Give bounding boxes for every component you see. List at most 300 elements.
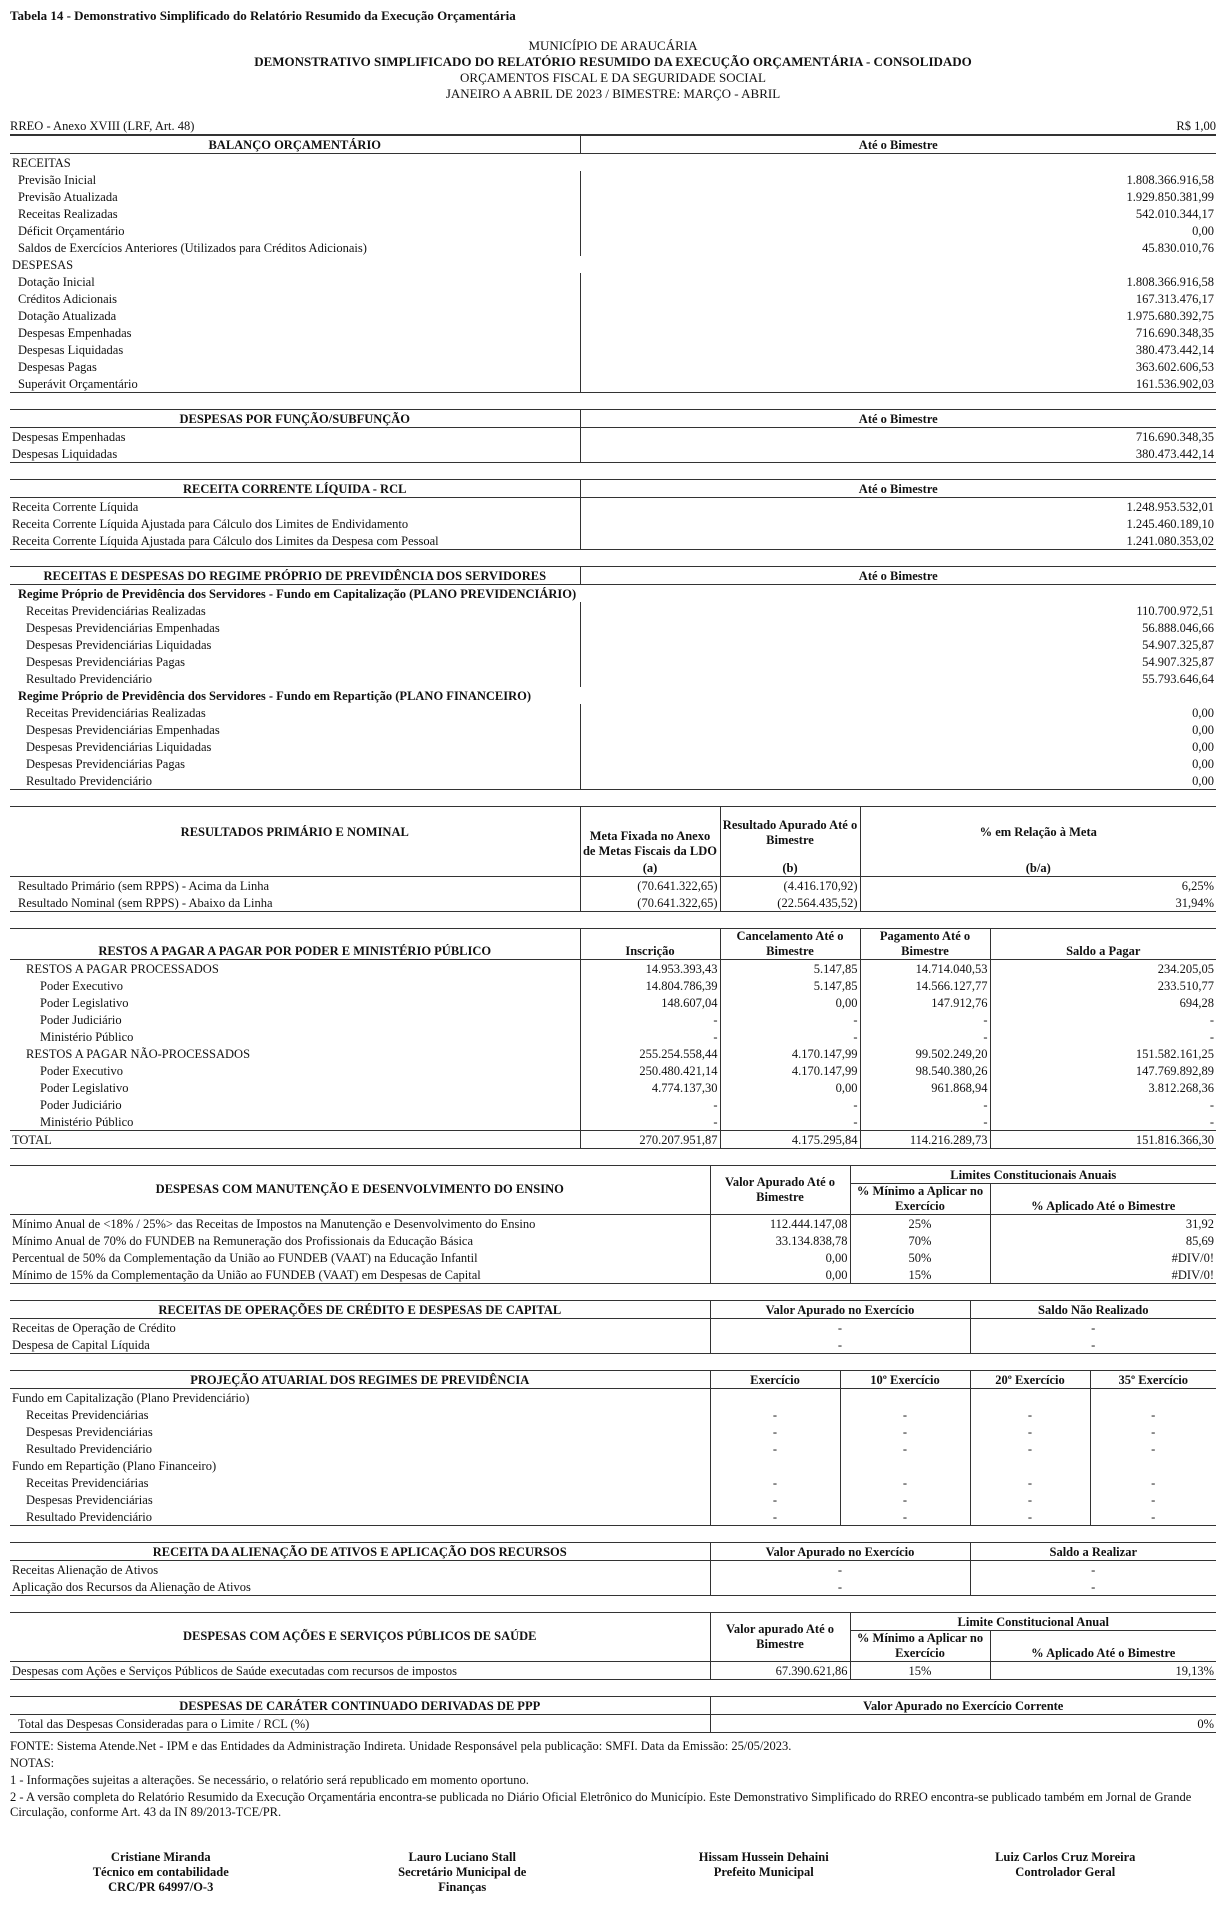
signature-extra: CRC/PR 64997/O-3	[108, 1879, 214, 1894]
report-header	[10, 38, 1216, 103]
despesa-row-value: 1.975.680.392,75	[580, 307, 1216, 324]
resultados-row-c: 6,25%	[860, 876, 1216, 894]
restos-row-value-2: -	[860, 1011, 990, 1028]
despesa-row-value: 380.473.442,14	[580, 341, 1216, 358]
restos-row-label: Poder Judiciário	[40, 1097, 122, 1112]
signature-name: Lauro Luciano Stall	[408, 1849, 516, 1864]
restos-row-label: Poder Executivo	[40, 978, 123, 993]
restos-row-label: Poder Legislativo	[40, 1080, 129, 1095]
projecao-row-value-3: -	[1090, 1474, 1216, 1491]
restos-row-value-2: -	[860, 1096, 990, 1113]
rcl-row-label: Receita Corrente Líquida Ajustada para Cálculo dos Limites de Endividamento	[12, 516, 409, 531]
credito-row	[10, 1336, 1216, 1354]
receita-row	[10, 222, 1216, 239]
restos-row-value-0: 148.607,04	[580, 994, 720, 1011]
currency-unit: R$ 1,00	[1176, 118, 1216, 133]
mde-row-label: Mínimo de 15% da Complementação da União ao FUNDEB (VAAT) em Despesas de Capital	[12, 1267, 481, 1282]
projecao-row-value-2: -	[970, 1474, 1090, 1491]
mde-col-c: % Aplicado Até o Bimestre	[990, 1183, 1216, 1214]
restos-row-value-3: -	[990, 1113, 1216, 1131]
mde-row-label: Mínimo Anual de 70% do FUNDEB na Remuneração dos Profissionais da Educação Básica	[12, 1233, 474, 1248]
signature-role: Secretário Municipal de	[398, 1864, 527, 1879]
despesa-row-label: Superávit Orçamentário	[18, 376, 138, 391]
rcl-row-label: Receita Corrente Líquida Ajustada para Cálculo dos Limites da Despesa com Pessoal	[12, 533, 439, 548]
rcl-row	[10, 497, 1216, 515]
projecao-row-value-3: -	[1090, 1508, 1216, 1526]
projecao-row-value-2: -	[970, 1440, 1090, 1457]
resultados-row-b: (4.416.170,92)	[720, 876, 860, 894]
restos-row-label: RESTOS A PAGAR NÃO-PROCESSADOS	[26, 1046, 251, 1061]
funcao-title: DESPESAS POR FUNÇÃO/SUBFUNÇÃO	[10, 409, 580, 427]
receita-row-value: 542.010.344,17	[580, 205, 1216, 222]
restos-row	[10, 1096, 1216, 1113]
despesa-row-value: 167.313.476,17	[580, 290, 1216, 307]
restos-row-value-2: 14.714.040,53	[860, 959, 990, 977]
restos-row-value-1: -	[720, 1028, 860, 1045]
credito-col-a: Valor Apurado no Exercício	[710, 1300, 970, 1318]
credito-row	[10, 1318, 1216, 1336]
rpps-row-value: 0,00	[580, 772, 1216, 790]
restos-row	[10, 1079, 1216, 1096]
receita-row-label: Previsão Inicial	[18, 172, 97, 187]
projecao-row-label: Despesas Previdenciárias	[26, 1424, 153, 1439]
funcao-col: Até o Bimestre	[580, 409, 1216, 427]
restos-row-value-2: -	[860, 1113, 990, 1131]
restos-row-value-3: 233.510,77	[990, 977, 1216, 994]
ppp-title: DESPESAS DE CARÁTER CONTINUADO DERIVADAS DE PPP	[10, 1696, 710, 1714]
credito-row-a: -	[710, 1336, 970, 1354]
restos-row-value-1: -	[720, 1011, 860, 1028]
restos-row-value-2: 99.502.249,20	[860, 1045, 990, 1062]
mde-row-label: Percentual de 50% da Complementação da União ao FUNDEB (VAAT) na Educação Infantil	[12, 1250, 478, 1265]
restos-row-value-1: 4.170.147,99	[720, 1045, 860, 1062]
restos-row-value-0: -	[580, 1028, 720, 1045]
restos-row-value-0: -	[580, 1113, 720, 1131]
projecao-group-empty	[1090, 1388, 1216, 1406]
receita-row-label: Previsão Atualizada	[18, 189, 118, 204]
projecao-row	[10, 1508, 1216, 1526]
projecao-col-1: 10º Exercício	[840, 1370, 970, 1388]
receita-row	[10, 171, 1216, 188]
mde-row-b: 70%	[850, 1232, 990, 1249]
signature-3	[619, 1850, 908, 1895]
restos-row-value-0: 255.254.558,44	[580, 1045, 720, 1062]
municipality: MUNICÍPIO DE ARAUCÁRIA	[528, 37, 698, 53]
projecao-title: PROJEÇÃO ATUARIAL DOS REGIMES DE PREVIDÊNCIA	[10, 1370, 710, 1388]
saude-row-c: 19,13%	[990, 1661, 1216, 1679]
restos-row-value-2: 961.868,94	[860, 1079, 990, 1096]
reference-line	[10, 119, 1216, 135]
rpps-row-label: Despesas Previdenciárias Liquidadas	[26, 637, 212, 652]
ppp-col: Valor Apurado no Exercício Corrente	[710, 1696, 1216, 1714]
mde-row	[10, 1266, 1216, 1284]
restos-row-value-0: -	[580, 1096, 720, 1113]
credito-table	[10, 1300, 1216, 1354]
rpps-row-label: Despesas Previdenciárias Empenhadas	[26, 620, 220, 635]
credito-title: RECEITAS DE OPERAÇÕES DE CRÉDITO E DESPESAS DE CAPITAL	[10, 1300, 710, 1318]
signature-2	[318, 1850, 607, 1895]
rpps-row-value: 54.907.325,87	[580, 653, 1216, 670]
resultados-title: RESULTADOS PRIMÁRIO E NOMINAL	[180, 825, 409, 840]
despesa-row-label: Despesas Empenhadas	[18, 325, 132, 340]
projecao-row-value-1: -	[840, 1440, 970, 1457]
mde-col-b: % Mínimo a Aplicar no Exercício	[850, 1183, 990, 1214]
resultados-row-a: (70.641.322,65)	[580, 876, 720, 894]
rpps-title: RECEITAS E DESPESAS DO REGIME PRÓPRIO DE PREVIDÊNCIA DOS SERVIDORES	[10, 566, 580, 584]
alienacao-row-b: -	[970, 1578, 1216, 1596]
restos-table	[10, 928, 1216, 1149]
rpps-row	[10, 704, 1216, 721]
resultados-col-a: Meta Fixada no Anexo de Metas Fiscais da LDO	[580, 806, 720, 859]
rpps-row	[10, 619, 1216, 636]
rpps-row-label: Despesas Previdenciárias Liquidadas	[26, 739, 212, 754]
note-2: 2 - A versão completa do Relatório Resumido da Execução Orçamentária encontra-se publicada no Diário Oficial Eletrônico do Município. Este Demonstrativo Simplificado do RREO encontra-se publicado também em Jornal de Grande Circulação, conforme Art. 43 da IN 89/2013-TCE/PR.	[10, 1789, 1192, 1819]
restos-row-value-3: 3.812.268,36	[990, 1079, 1216, 1096]
restos-row-value-3: 694,28	[990, 994, 1216, 1011]
rpps-group-label: Regime Próprio de Previdência dos Servidores - Fundo em Capitalização (PLANO PREVIDENCIÁRIO)	[18, 586, 577, 601]
rpps-row	[10, 636, 1216, 653]
credito-row-b: -	[970, 1336, 1216, 1354]
funcao-row	[10, 427, 1216, 445]
projecao-row-label: Resultado Previdenciário	[26, 1509, 153, 1524]
restos-row	[10, 1045, 1216, 1062]
projecao-group-row	[10, 1388, 1216, 1406]
alienacao-row	[10, 1578, 1216, 1596]
restos-row-value-2: 114.216.289,73	[860, 1130, 990, 1148]
rpps-row-label: Receitas Previdenciárias Realizadas	[26, 705, 206, 720]
receita-row-label: Déficit Orçamentário	[18, 223, 125, 238]
rpps-row-value: 110.700.972,51	[580, 602, 1216, 619]
balanco-table	[10, 135, 1216, 393]
projecao-group-empty	[970, 1457, 1090, 1474]
restos-row	[10, 977, 1216, 994]
restos-row-value-0: 14.953.393,43	[580, 959, 720, 977]
despesa-row-value: 1.808.366.916,58	[580, 273, 1216, 290]
despesa-row	[10, 341, 1216, 358]
receita-row-label: Receitas Realizadas	[18, 206, 118, 221]
projecao-row-value-1: -	[840, 1406, 970, 1423]
rpps-row-label: Despesas Previdenciárias Pagas	[26, 756, 185, 771]
funcao-row-label: Despesas Liquidadas	[12, 446, 118, 461]
rcl-row	[10, 515, 1216, 532]
despesa-row-label: Despesas Pagas	[18, 359, 97, 374]
mde-row	[10, 1214, 1216, 1232]
projecao-row-value-2: -	[970, 1406, 1090, 1423]
restos-col-3: Saldo a Pagar	[990, 928, 1216, 959]
alienacao-table	[10, 1542, 1216, 1596]
rpps-row-value: 55.793.646,64	[580, 670, 1216, 687]
funcao-row	[10, 445, 1216, 463]
alienacao-title: RECEITA DA ALIENAÇÃO DE ATIVOS E APLICAÇÃO DOS RECURSOS	[10, 1542, 710, 1560]
rpps-group-label: Regime Próprio de Previdência dos Servidores - Fundo em Repartição (PLANO FINANCEIRO)	[18, 688, 532, 703]
ppp-table	[10, 1696, 1216, 1733]
projecao-row-value-0: -	[710, 1440, 840, 1457]
rpps-row	[10, 772, 1216, 790]
despesa-row	[10, 273, 1216, 290]
rcl-row-value: 1.241.080.353,02	[580, 532, 1216, 550]
resultados-col-c: % em Relação à Meta	[860, 806, 1216, 859]
signature-1	[16, 1850, 305, 1895]
rpps-row-value: 56.888.046,66	[580, 619, 1216, 636]
resultados-row	[10, 894, 1216, 912]
rcl-col: Até o Bimestre	[580, 479, 1216, 497]
restos-col-1: Cancelamento Até o Bimestre	[720, 928, 860, 959]
restos-col-2: Pagamento Até o Bimestre	[860, 928, 990, 959]
despesa-row-label: Dotação Atualizada	[18, 308, 117, 323]
signatures	[10, 1850, 1216, 1895]
source-note: FONTE: Sistema Atende.Net - IPM e das Entidades da Administração Indireta. Unidade Responsável pela publicação: SMFI. Data da Emissão: 25/05/2023.	[10, 1738, 792, 1753]
restos-row-value-1: 5.147,85	[720, 977, 860, 994]
balanco-col: Até o Bimestre	[580, 135, 1216, 153]
saude-title: DESPESAS COM AÇÕES E SERVIÇOS PÚBLICOS DE SAÚDE	[183, 1629, 537, 1644]
rpps-row-value: 54.907.325,87	[580, 636, 1216, 653]
projecao-col-2: 20º Exercício	[970, 1370, 1090, 1388]
saude-col-c: % Aplicado Até o Bimestre	[990, 1630, 1216, 1661]
despesa-row	[10, 324, 1216, 341]
restos-row-value-0: 250.480.421,14	[580, 1062, 720, 1079]
resultados-sub-c: (b/a)	[860, 859, 1216, 877]
saude-table	[10, 1612, 1216, 1680]
projecao-row-value-1: -	[840, 1423, 970, 1440]
signature-extra: Finanças	[438, 1879, 487, 1894]
restos-row-value-3: 151.816.366,30	[990, 1130, 1216, 1148]
projecao-row-value-1: -	[840, 1508, 970, 1526]
projecao-row-value-3: -	[1090, 1406, 1216, 1423]
ppp-row-value: 0%	[710, 1714, 1216, 1732]
receita-row	[10, 239, 1216, 256]
restos-row-value-3: -	[990, 1011, 1216, 1028]
restos-row	[10, 1130, 1216, 1148]
restos-row-value-0: 4.774.137,30	[580, 1079, 720, 1096]
credito-row-label: Receitas de Operação de Crédito	[12, 1320, 176, 1335]
projecao-row-label: Receitas Previdenciárias	[26, 1475, 149, 1490]
restos-row	[10, 994, 1216, 1011]
credito-row-b: -	[970, 1318, 1216, 1336]
receita-row-value: 1.929.850.381,99	[580, 188, 1216, 205]
saude-row	[10, 1661, 1216, 1679]
footer-notes	[10, 1739, 1216, 1820]
legal-reference: RREO - Anexo XVIII (LRF, Art. 48)	[10, 118, 195, 133]
receita-row-value: 1.808.366.916,58	[580, 171, 1216, 188]
restos-row-value-2: 147.912,76	[860, 994, 990, 1011]
projecao-group-empty	[1090, 1457, 1216, 1474]
rpps-row-value: 0,00	[580, 721, 1216, 738]
projecao-row	[10, 1491, 1216, 1508]
restos-row-value-1: 5.147,85	[720, 959, 860, 977]
mde-row-a: 0,00	[710, 1266, 850, 1284]
rpps-group-row	[10, 584, 1216, 602]
restos-row-label: Poder Executivo	[40, 1063, 123, 1078]
signature-role: Prefeito Municipal	[713, 1864, 814, 1879]
saude-group: Limite Constitucional Anual	[850, 1612, 1216, 1630]
projecao-row-value-0: -	[710, 1474, 840, 1491]
restos-row	[10, 1011, 1216, 1028]
mde-row-c: 85,69	[990, 1232, 1216, 1249]
projecao-row-value-3: -	[1090, 1491, 1216, 1508]
rpps-row-label: Resultado Previdenciário	[26, 671, 153, 686]
projecao-row-value-3: -	[1090, 1423, 1216, 1440]
projecao-row-value-2: -	[970, 1491, 1090, 1508]
projecao-row-value-0: -	[710, 1491, 840, 1508]
receita-row-value: 0,00	[580, 222, 1216, 239]
rpps-row-label: Receitas Previdenciárias Realizadas	[26, 603, 206, 618]
rpps-row	[10, 721, 1216, 738]
ppp-row	[10, 1714, 1216, 1732]
projecao-group-label: Fundo em Capitalização (Plano Previdenciário)	[12, 1390, 250, 1405]
restos-row	[10, 959, 1216, 977]
signature-role: Controlador Geral	[1015, 1864, 1116, 1879]
alienacao-row-a: -	[710, 1578, 970, 1596]
mde-title: DESPESAS COM MANUTENÇÃO E DESENVOLVIMENTO DO ENSINO	[155, 1182, 564, 1197]
mde-row-a: 33.134.838,78	[710, 1232, 850, 1249]
restos-col-0: Inscrição	[580, 928, 720, 959]
projecao-row-value-1: -	[840, 1491, 970, 1508]
despesa-row	[10, 307, 1216, 324]
restos-row-value-0: 14.804.786,39	[580, 977, 720, 994]
ppp-row-label: Total das Despesas Consideradas para o Limite / RCL (%)	[18, 1716, 310, 1731]
resultados-sub-b: (b)	[720, 859, 860, 877]
restos-row-value-2: 14.566.127,77	[860, 977, 990, 994]
credito-row-label: Despesa de Capital Líquida	[12, 1337, 150, 1352]
projecao-table	[10, 1370, 1216, 1526]
resultados-row-b: (22.564.435,52)	[720, 894, 860, 912]
funcao-row-value: 380.473.442,14	[580, 445, 1216, 463]
saude-row-b: 15%	[850, 1661, 990, 1679]
projecao-group-label: Fundo em Repartição (Plano Financeiro)	[12, 1458, 217, 1473]
credito-row-a: -	[710, 1318, 970, 1336]
projecao-group-empty	[970, 1388, 1090, 1406]
restos-row	[10, 1028, 1216, 1045]
restos-row-value-1: 4.175.295,84	[720, 1130, 860, 1148]
rpps-col: Até o Bimestre	[580, 566, 1216, 584]
restos-row-label: Poder Judiciário	[40, 1012, 122, 1027]
alienacao-row-label: Aplicação dos Recursos da Alienação de Ativos	[12, 1579, 251, 1594]
projecao-group-empty	[710, 1388, 840, 1406]
saude-row-label: Despesas com Ações e Serviços Públicos de Saúde executadas com recursos de impostos	[12, 1663, 458, 1678]
mde-row-label: Mínimo Anual de <18% / 25%> das Receitas de Impostos na Manutenção e Desenvolvimento do Ensino	[12, 1216, 536, 1231]
notes-label: NOTAS:	[10, 1755, 55, 1770]
restos-row-label: Ministério Público	[40, 1029, 134, 1044]
alienacao-row-b: -	[970, 1560, 1216, 1578]
projecao-row	[10, 1440, 1216, 1457]
restos-row	[10, 1113, 1216, 1131]
despesa-row-value: 363.602.606,53	[580, 358, 1216, 375]
projecao-row-label: Receitas Previdenciárias	[26, 1407, 149, 1422]
projecao-group-row	[10, 1457, 1216, 1474]
mde-row-c: #DIV/0!	[990, 1266, 1216, 1284]
rpps-row	[10, 670, 1216, 687]
mde-row-b: 25%	[850, 1214, 990, 1232]
despesa-row	[10, 290, 1216, 307]
saude-col-a: Valor apurado Até o Bimestre	[710, 1612, 850, 1661]
mde-row-c: 31,92	[990, 1214, 1216, 1232]
restos-row	[10, 1062, 1216, 1079]
restos-row-value-3: 147.769.892,89	[990, 1062, 1216, 1079]
resultados-row-c: 31,94%	[860, 894, 1216, 912]
restos-row-value-3: 234.205,05	[990, 959, 1216, 977]
restos-row-value-2: 98.540.380,26	[860, 1062, 990, 1079]
signature-4	[921, 1850, 1210, 1895]
projecao-row-value-0: -	[710, 1406, 840, 1423]
restos-row-label: RESTOS A PAGAR PROCESSADOS	[26, 961, 219, 976]
signature-role: Técnico em contabilidade	[92, 1864, 229, 1879]
projecao-row-value-1: -	[840, 1474, 970, 1491]
signature-name: Hissam Hussein Dehaini	[698, 1849, 829, 1864]
projecao-row-value-0: -	[710, 1423, 840, 1440]
projecao-col-0: Exercício	[710, 1370, 840, 1388]
resultados-row-a: (70.641.322,65)	[580, 894, 720, 912]
balanco-title: BALANÇO ORÇAMENTÁRIO	[10, 135, 580, 153]
restos-row-value-1: -	[720, 1096, 860, 1113]
mde-row	[10, 1249, 1216, 1266]
despesa-row	[10, 358, 1216, 375]
restos-row-label: Poder Legislativo	[40, 995, 129, 1010]
restos-row-value-3: -	[990, 1096, 1216, 1113]
restos-row-value-3: -	[990, 1028, 1216, 1045]
rpps-row-label: Despesas Previdenciárias Pagas	[26, 654, 185, 669]
rpps-row	[10, 653, 1216, 670]
mde-row-b: 15%	[850, 1266, 990, 1284]
funcao-table	[10, 409, 1216, 463]
projecao-row	[10, 1474, 1216, 1491]
rpps-row-value: 0,00	[580, 755, 1216, 772]
rpps-row-label: Resultado Previdenciário	[26, 773, 153, 788]
mde-row-a: 0,00	[710, 1249, 850, 1266]
receitas-label: RECEITAS	[12, 155, 71, 170]
receita-row	[10, 205, 1216, 222]
resultados-row	[10, 876, 1216, 894]
restos-title: RESTOS A PAGAR A PAGAR POR PODER E MINISTÉRIO PÚBLICO	[10, 928, 580, 959]
projecao-row	[10, 1423, 1216, 1440]
rcl-row	[10, 532, 1216, 550]
despesa-row-label: Créditos Adicionais	[18, 291, 117, 306]
rpps-row-value: 0,00	[580, 704, 1216, 721]
projecao-col-3: 35º Exercício	[1090, 1370, 1216, 1388]
restos-row-value-1: 4.170.147,99	[720, 1062, 860, 1079]
receita-row	[10, 188, 1216, 205]
mde-group: Limites Constitucionais Anuais	[850, 1165, 1216, 1183]
funcao-row-label: Despesas Empenhadas	[12, 429, 126, 444]
alienacao-row	[10, 1560, 1216, 1578]
rcl-table	[10, 479, 1216, 550]
resultados-row-label: Resultado Primário (sem RPPS) - Acima da Linha	[18, 878, 270, 893]
restos-row-value-1: 0,00	[720, 1079, 860, 1096]
rpps-group-row	[10, 687, 1216, 704]
note-1: 1 - Informações sujeitas a alterações. Se necessário, o relatório será republicado em momento oportuno.	[10, 1772, 529, 1787]
projecao-row-value-3: -	[1090, 1440, 1216, 1457]
signature-name: Cristiane Miranda	[110, 1849, 211, 1864]
rpps-table	[10, 566, 1216, 790]
rpps-row-value: 0,00	[580, 738, 1216, 755]
saude-row-a: 67.390.621,86	[710, 1661, 850, 1679]
mde-row	[10, 1232, 1216, 1249]
resultados-row-label: Resultado Nominal (sem RPPS) - Abaixo da Linha	[18, 895, 273, 910]
signature-name: Luiz Carlos Cruz Moreira	[995, 1849, 1136, 1864]
restos-row-value-0: -	[580, 1011, 720, 1028]
rpps-row	[10, 755, 1216, 772]
projecao-group-empty	[840, 1388, 970, 1406]
rpps-row	[10, 738, 1216, 755]
restos-row-value-3: 151.582.161,25	[990, 1045, 1216, 1062]
restos-row-label: Ministério Público	[40, 1114, 134, 1129]
rcl-title: RECEITA CORRENTE LÍQUIDA - RCL	[10, 479, 580, 497]
projecao-row	[10, 1406, 1216, 1423]
projecao-group-empty	[840, 1457, 970, 1474]
alienacao-row-label: Receitas Alienação de Ativos	[12, 1562, 159, 1577]
mde-row-a: 112.444.147,08	[710, 1214, 850, 1232]
receita-row-value: 45.830.010,76	[580, 239, 1216, 256]
alienacao-col-a: Valor Apurado no Exercício	[710, 1542, 970, 1560]
